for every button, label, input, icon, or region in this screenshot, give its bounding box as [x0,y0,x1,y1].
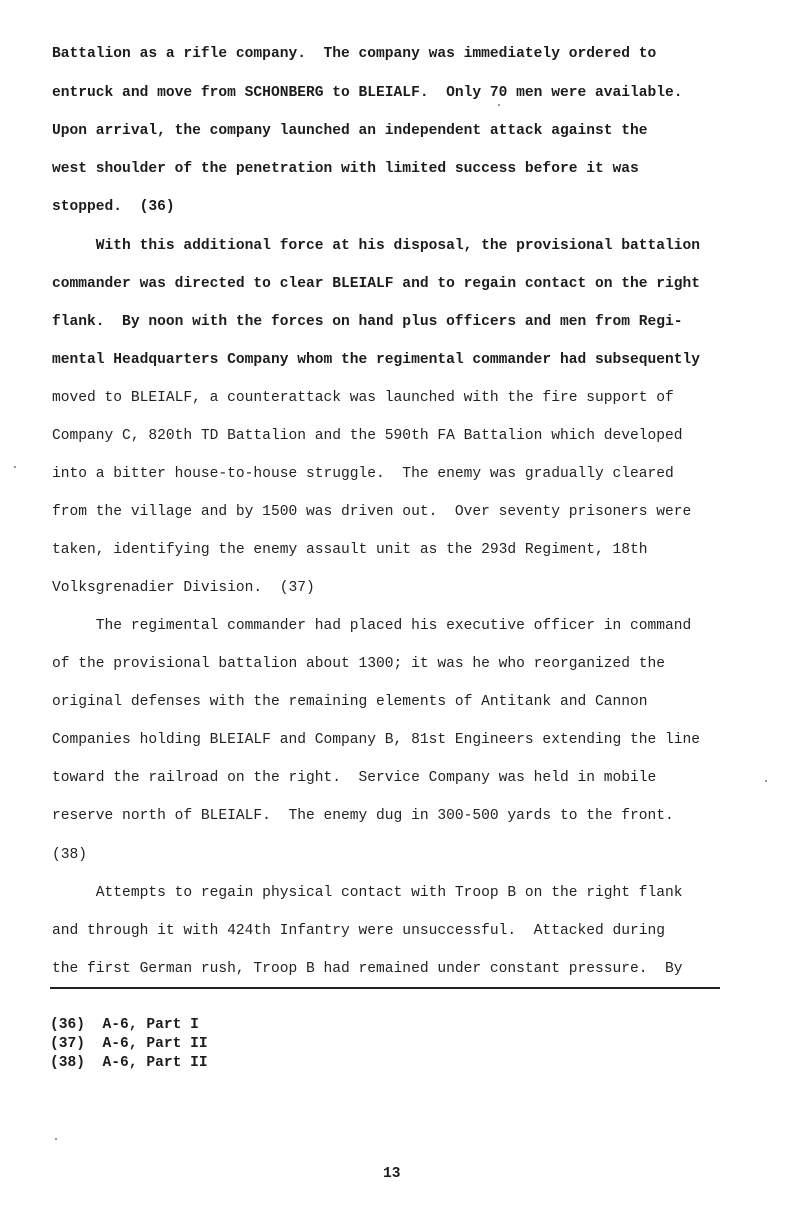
body-line-22: (38) [52,847,88,863]
scan-speck [14,466,16,468]
body-line-6: With this additional force at his disposal, the provisional battalion [52,238,701,254]
scan-speck [765,780,767,782]
body-line-8: flank. By noon with the forces on hand plus officers and men from Regi- [52,314,683,330]
body-line-9: mental Headquarters Company whom the regimental commander had subsequently [52,352,701,368]
scan-speck [55,1138,57,1140]
body-line-24: and through it with 424th Infantry were unsuccessful. Attacked during [52,923,666,939]
footnote-38: (38) A-6, Part II [50,1055,208,1071]
body-line-3: Upon arrival, the company launched an independent attack against the [52,123,648,139]
body-line-25: the first German rush, Troop B had remained under constant pressure. By [52,961,683,977]
body-line-17: of the provisional battalion about 1300; it was he who reorganized the [52,656,666,672]
footnote-37: (37) A-6, Part II [50,1036,208,1052]
footnote-divider [50,987,720,989]
body-line-14: taken, identifying the enemy assault unit as the 293d Regiment, 18th [52,542,648,558]
page-number: 13 [383,1166,401,1182]
body-line-15: Volksgrenadier Division. (37) [52,580,315,596]
body-line-21: reserve north of BLEIALF. The enemy dug in 300-500 yards to the front. [52,808,674,824]
body-line-19: Companies holding BLEIALF and Company B, 81st Engineers extending the line [52,732,701,748]
body-line-4: west shoulder of the penetration with limited success before it was [52,161,639,177]
body-line-13: from the village and by 1500 was driven out. Over seventy prisoners were [52,504,692,520]
body-line-18: original defenses with the remaining elements of Antitank and Cannon [52,694,648,710]
body-line-10: moved to BLEIALF, a counterattack was launched with the fire support of [52,390,674,406]
body-line-20: toward the railroad on the right. Service Company was held in mobile [52,770,657,786]
body-line-16: The regimental commander had placed his executive officer in command [52,618,692,634]
scan-speck [498,104,500,106]
body-line-5: stopped. (36) [52,199,175,215]
body-line-7: commander was directed to clear BLEIALF and to regain contact on the right [52,276,701,292]
body-line-1: Battalion as a rifle company. The company was immediately ordered to [52,46,657,62]
footnote-36: (36) A-6, Part I [50,1017,199,1033]
body-line-12: into a bitter house-to-house struggle. The enemy was gradually cleared [52,466,674,482]
body-line-23: Attempts to regain physical contact with Troop B on the right flank [52,885,683,901]
body-line-2: entruck and move from SCHONBERG to BLEIALF. Only 70 men were available. [52,85,683,101]
body-line-11: Company C, 820th TD Battalion and the 590th FA Battalion which developed [52,428,683,444]
